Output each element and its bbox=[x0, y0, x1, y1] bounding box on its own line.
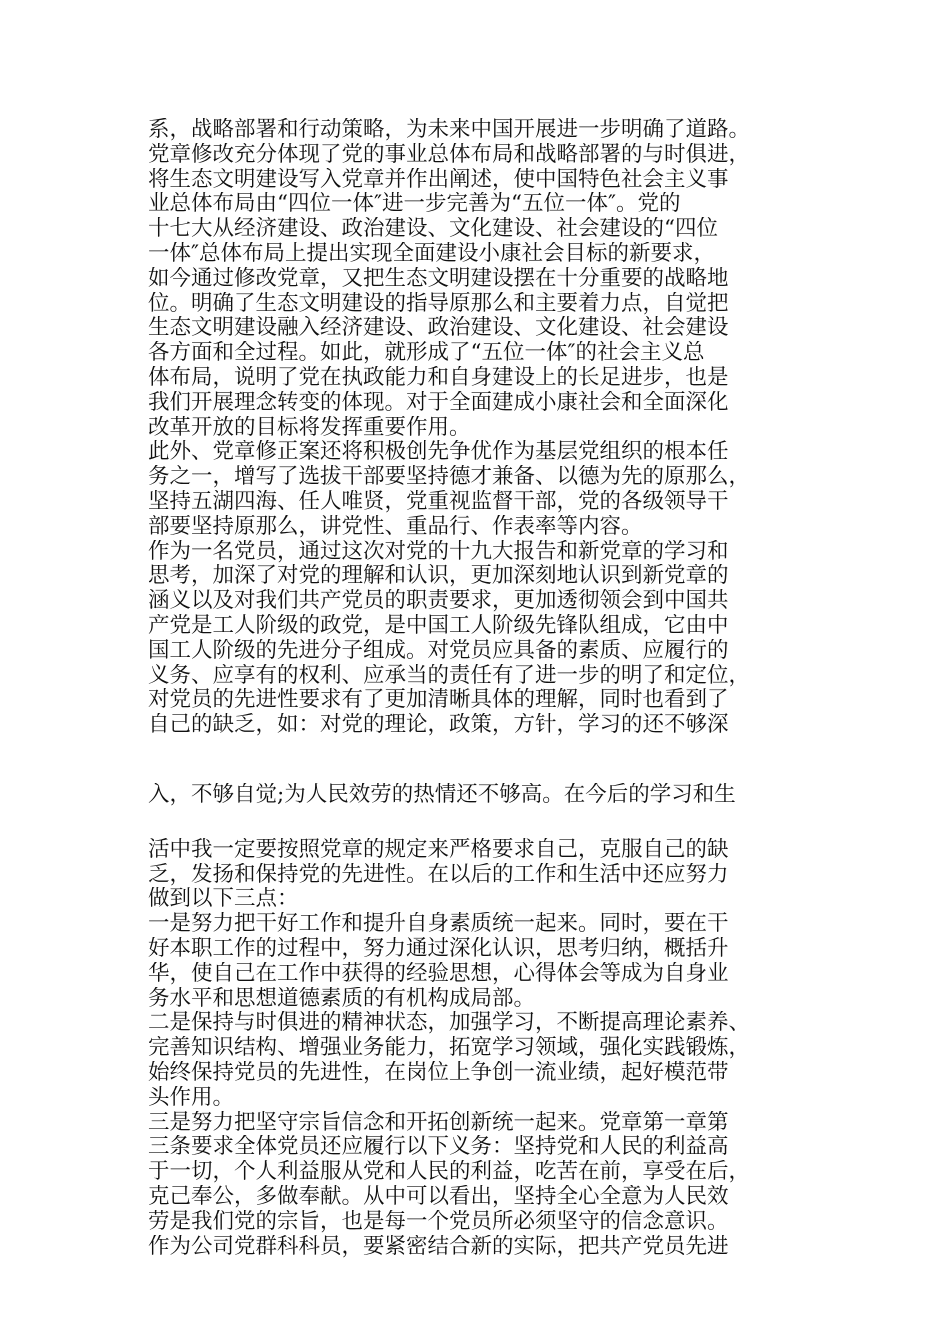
text-line: 生态文明建设融入经济建设、政治建设、文化建设、社会建设 bbox=[148, 316, 729, 341]
text-line: 党章修改充分体现了党的事业总体布局和战略部署的与时俱进， bbox=[148, 142, 751, 167]
text-line: 务水平和思想道德素质的有机构成局部。 bbox=[148, 986, 536, 1011]
text-line: 华，使自己在工作中获得的经验思想，心得体会等成为自身业 bbox=[148, 961, 729, 986]
document-text-block-1 bbox=[148, 118, 838, 738]
text-line: 改革开放的目标将发挥重要作用。 bbox=[148, 415, 471, 440]
text-line: 义务、应享有的权利、应承当的责任有了进一步的明了和定位， bbox=[148, 663, 751, 688]
text-line: 对党员的先进性要求有了更加清晰具体的理解，同时也看到了 bbox=[148, 688, 729, 713]
text-line: 做到以下三点： bbox=[148, 887, 299, 912]
text-line: 将生态文明建设写入党章并作出阐述，使中国特色社会主义事 bbox=[148, 167, 729, 192]
text-line: 始终保持党员的先进性，在岗位上争创一流业绩，起好模范带 bbox=[148, 1060, 729, 1085]
text-line: 三条要求全体党员还应履行以下义务：坚持党和人民的利益高 bbox=[148, 1135, 729, 1160]
text-line: 劳是我们党的宗旨，也是每一个党员所必须坚守的信念意识。 bbox=[148, 1209, 729, 1234]
text-line: 产党是工人阶级的政党，是中国工人阶级先锋队组成，它由中 bbox=[148, 613, 729, 638]
text-line: 部要坚持原那么，讲党性、重品行、作表率等内容。 bbox=[148, 514, 643, 539]
text-line: 完善知识结构、增强业务能力，拓宽学习领域，强化实践锻炼， bbox=[148, 1036, 751, 1061]
text-line: 好本职工作的过程中，努力通过深化认识，思考归纳，概括升 bbox=[148, 936, 729, 961]
text-line: 于一切，个人利益服从党和人民的利益，吃苦在前，享受在后， bbox=[148, 1160, 751, 1185]
text-line: 乏，发扬和保持党的先进性。在以后的工作和生活中还应努力 bbox=[148, 862, 729, 887]
text-line: 涵义以及对我们共产党员的职责要求，更加透彻领会到中国共 bbox=[148, 589, 729, 614]
text-line: 位。明确了生态文明建设的指导原那么和主要着力点，自觉把 bbox=[148, 291, 729, 316]
text-line: 系，战略部署和行动策略，为未来中国开展进一步明确了道路。 bbox=[148, 118, 751, 142]
text-line: 思考，加深了对党的理解和认识，更加深刻地认识到新党章的 bbox=[148, 564, 729, 589]
text-line: 此外、党章修正案还将积极创先争优作为基层党组织的根本任 bbox=[148, 440, 729, 465]
text-line: 活中我一定要按照党章的规定来严格要求自己，克服自己的缺 bbox=[148, 837, 729, 862]
text-line: 作为一名党员，通过这次对党的十九大报告和新党章的学习和 bbox=[148, 539, 729, 564]
text-line: 十七大从经济建设、政治建设、文化建设、社会建设的“四位 bbox=[148, 217, 718, 242]
text-line: 务之一，增写了选拔干部要坚持德才兼备、以德为先的原那么， bbox=[148, 465, 751, 490]
text-line: 一体″总体布局上提出实现全面建设小康社会目标的新要求， bbox=[148, 241, 716, 266]
text-line: 作为公司党群科科员，要紧密结合新的实际，把共产党员先进 bbox=[148, 1234, 729, 1259]
text-line: 体布局，说明了党在执政能力和自身建设上的长足进步，也是 bbox=[148, 365, 729, 390]
text-line: 各方面和全过程。如此，就形成了“五位一体″的社会主义总 bbox=[148, 341, 705, 366]
text-line: 头作用。 bbox=[148, 1085, 235, 1110]
text-line: 坚持五湖四海、任人唯贤，党重视监督干部，党的各级领导干 bbox=[148, 489, 729, 514]
text-line: 国工人阶级的先进分子组成。对党员应具备的素质、应履行的 bbox=[148, 638, 729, 663]
text-line: 一是努力把干好工作和提升自身素质统一起来。同时，要在干 bbox=[148, 912, 729, 937]
text-line: 入，不够自觉;为人民效劳的热情还不够高。在今后的学习和生 bbox=[148, 783, 736, 807]
text-line: 三是努力把坚守宗旨信念和开拓创新统一起来。党章第一章第 bbox=[148, 1110, 729, 1135]
text-line: 我们开展理念转变的体现。对于全面建成小康社会和全面深化 bbox=[148, 390, 729, 415]
text-line: 二是保持与时俱进的精神状态，加强学习，不断提高理论素养、 bbox=[148, 1011, 751, 1036]
document-text-block-2 bbox=[148, 783, 838, 1259]
text-line: 如今通过修改党章，又把生态文明建设摆在十分重要的战略地 bbox=[148, 266, 729, 291]
text-line: 自己的缺乏，如：对党的理论，政策，方针，学习的还不够深 bbox=[148, 713, 729, 738]
text-line: 克己奉公，多做奉献。从中可以看出，坚持全心全意为人民效 bbox=[148, 1184, 729, 1209]
text-line: 业总体布局由“四位一体″进一步完善为“五位一体″。党的 bbox=[148, 192, 681, 217]
